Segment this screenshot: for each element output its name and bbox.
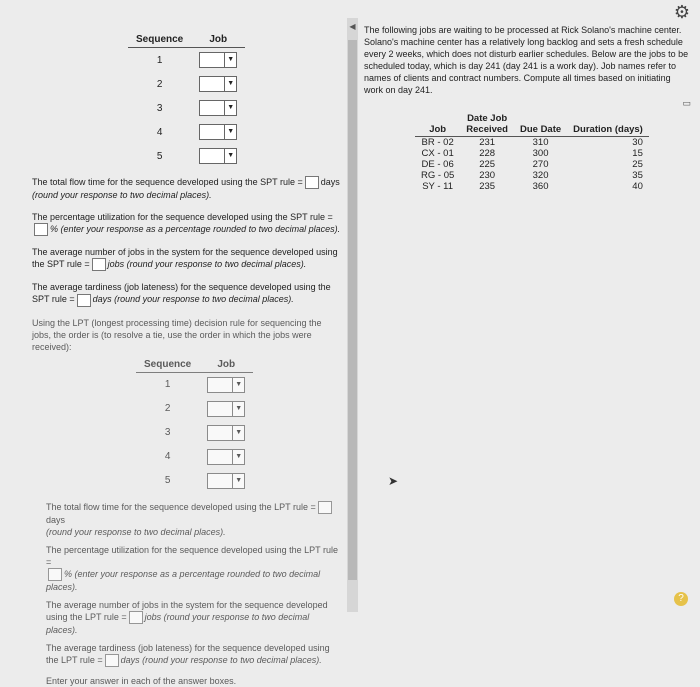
received-cell: 225 [460, 159, 514, 170]
dropdown-arrow-icon: ▼ [232, 378, 244, 392]
spt-job-header: Job [191, 32, 245, 48]
hint-text: jobs (round your response to two decimal places). [108, 259, 307, 269]
lpt-job-header: Job [199, 357, 253, 373]
sequence-number: 2 [136, 397, 199, 421]
dropdown-arrow-icon: ▼ [232, 450, 244, 464]
sequence-number: 1 [128, 48, 191, 73]
dropdown-arrow-icon: ▼ [224, 77, 236, 91]
footer-instruction: Enter your answer in each of the answer boxes. [46, 675, 345, 687]
spt-job-select-5[interactable] [199, 148, 237, 164]
job-cell: CX - 01 [415, 148, 460, 159]
sequence-number: 5 [128, 144, 191, 168]
sequence-number: 3 [128, 96, 191, 120]
spt-utilization-input[interactable] [34, 223, 48, 236]
lpt-job-select-1[interactable] [207, 377, 245, 393]
job-cell: BR - 02 [415, 137, 460, 149]
spt-tardiness-question [32, 281, 342, 306]
lpt-avg-jobs-input[interactable] [129, 611, 143, 624]
lpt-flow-time-input[interactable] [318, 501, 332, 514]
panel-divider-scrollbar[interactable] [347, 18, 358, 612]
table-row [136, 445, 253, 469]
question-panel [0, 18, 345, 612]
job-cell: SY - 11 [415, 181, 460, 192]
table-row [136, 397, 253, 421]
table-row [136, 469, 253, 493]
unit-label: days [321, 177, 340, 187]
sequence-number: 3 [136, 421, 199, 445]
lpt-intro: Using the LPT (longest processing time) decision rule for sequencing the jobs, the order is (to resolve a tie, use the order in which the jobs were received): [32, 317, 342, 353]
expand-arrow-icon[interactable]: ◀ [347, 22, 358, 31]
received-cell: 228 [460, 148, 514, 159]
question-text: The average tardiness (job lateness) for the sequence developed using the SPT rule = [32, 282, 331, 304]
question-text: The total flow time for the sequence developed using the LPT rule = [46, 502, 316, 512]
unit-label: days [46, 515, 65, 525]
received-cell: 235 [460, 181, 514, 192]
hint-text: % (enter your response as a percentage rounded to two decimal places). [50, 224, 340, 234]
dropdown-arrow-icon: ▼ [232, 402, 244, 416]
table-row [128, 72, 245, 96]
lpt-sequence-header: Sequence [136, 357, 199, 373]
question-text: The average number of jobs in the system for the sequence developed using the LPT rule = [46, 600, 328, 622]
lpt-job-select-4[interactable] [207, 449, 245, 465]
dropdown-arrow-icon: ▼ [224, 53, 236, 67]
lpt-sequence-table [136, 357, 253, 493]
question-text: The average tardiness (job lateness) for the sequence developed using the LPT rule = [46, 643, 330, 665]
spt-tardiness-input[interactable] [77, 294, 91, 307]
table-row [415, 159, 649, 170]
spt-flow-time-question [32, 176, 342, 201]
lpt-job-select-2[interactable] [207, 401, 245, 417]
hint-text: (round your response to two decimal places). [32, 190, 212, 200]
table-row [128, 96, 245, 120]
spt-sequence-header: Sequence [128, 32, 191, 48]
lpt-job-select-3[interactable] [207, 425, 245, 441]
dropdown-arrow-icon: ▼ [224, 149, 236, 163]
sequence-number: 2 [128, 72, 191, 96]
duration-cell: 15 [567, 148, 649, 159]
jobs-table [415, 112, 649, 192]
table-row [128, 120, 245, 144]
sequence-number: 5 [136, 469, 199, 493]
table-row [136, 421, 253, 445]
table-row [415, 148, 649, 159]
hint-text: days (round your response to two decimal places). [121, 655, 322, 665]
spt-avg-jobs-question [32, 246, 342, 271]
dropdown-arrow-icon: ▼ [224, 101, 236, 115]
sequence-number: 4 [128, 120, 191, 144]
spt-avg-jobs-input[interactable] [92, 258, 106, 271]
received-cell: 230 [460, 170, 514, 181]
duration-cell: 30 [567, 137, 649, 149]
lpt-section [0, 317, 345, 687]
table-row [415, 170, 649, 181]
duration-cell: 25 [567, 159, 649, 170]
problem-panel [360, 18, 695, 612]
jobs-duration-header: Duration (days) [567, 112, 649, 137]
scrollbar-thumb[interactable] [348, 40, 357, 580]
dropdown-arrow-icon: ▼ [232, 426, 244, 440]
question-text: The percentage utilization for the sequence developed using the LPT rule = [46, 545, 338, 567]
sequence-number: 4 [136, 445, 199, 469]
duration-cell: 40 [567, 181, 649, 192]
spt-sequence-table [128, 32, 245, 168]
lpt-tardiness-input[interactable] [105, 654, 119, 667]
due-cell: 320 [514, 170, 567, 181]
spt-job-select-3[interactable] [199, 100, 237, 116]
spt-flow-time-input[interactable] [305, 176, 319, 189]
due-cell: 300 [514, 148, 567, 159]
lpt-utilization-input[interactable] [48, 568, 62, 581]
due-cell: 270 [514, 159, 567, 170]
hint-text: days (round your response to two decimal places). [93, 294, 294, 304]
dropdown-arrow-icon: ▼ [224, 125, 236, 139]
lpt-tardiness-question [46, 642, 342, 667]
settings-gear-icon[interactable]: ⚙ [674, 2, 690, 23]
due-cell: 360 [514, 181, 567, 192]
question-text: The total flow time for the sequence developed using the SPT rule = [32, 177, 303, 187]
jobs-job-header: Job [415, 112, 460, 137]
spt-job-select-4[interactable] [199, 124, 237, 140]
jobs-received-header: Date Job Received [460, 112, 514, 137]
problem-statement: The following jobs are waiting to be processed at Rick Solano's machine center. Solano's machine center has a relatively long backlog and sets a fresh schedule every 2 weeks, which does not disturb earlier schedules. Below are the jobs to be scheduled today, which is day 241 (day 241 is a work day). Job names refer to names of clients and contract numbers. Compute all times based on initiating work on day 241. [364, 24, 690, 96]
due-cell: 310 [514, 137, 567, 149]
table-row [415, 137, 649, 149]
copy-icon[interactable]: ▭ [682, 98, 691, 109]
job-cell: DE - 06 [415, 159, 460, 170]
help-button[interactable]: ? [674, 592, 688, 606]
lpt-avg-jobs-question [46, 599, 342, 636]
job-cell: RG - 05 [415, 170, 460, 181]
hint-text: jobs (round your response to two decimal places). [46, 612, 309, 635]
table-row [128, 144, 245, 168]
dropdown-arrow-icon: ▼ [232, 474, 244, 488]
spt-job-select-1[interactable] [199, 52, 237, 68]
received-cell: 231 [460, 137, 514, 149]
spt-job-select-2[interactable] [199, 76, 237, 92]
lpt-job-select-5[interactable] [207, 473, 245, 489]
lpt-utilization-question [46, 544, 342, 593]
duration-cell: 35 [567, 170, 649, 181]
question-text: The percentage utilization for the sequence developed using the SPT rule = [32, 212, 333, 222]
spt-utilization-question [32, 211, 342, 236]
hint-text: % (enter your response as a percentage rounded to two decimal places). [46, 569, 320, 592]
mouse-cursor-icon: ➤ [388, 474, 398, 488]
table-row [415, 181, 649, 192]
jobs-due-header: Due Date [514, 112, 567, 137]
lpt-flow-time-question [46, 501, 342, 538]
sequence-number: 1 [136, 372, 199, 397]
hint-text: (round your response to two decimal places). [46, 527, 226, 537]
question-text: The average number of jobs in the system for the sequence developed using the SPT rule = [32, 247, 338, 269]
table-row [128, 48, 245, 73]
table-row [136, 372, 253, 397]
